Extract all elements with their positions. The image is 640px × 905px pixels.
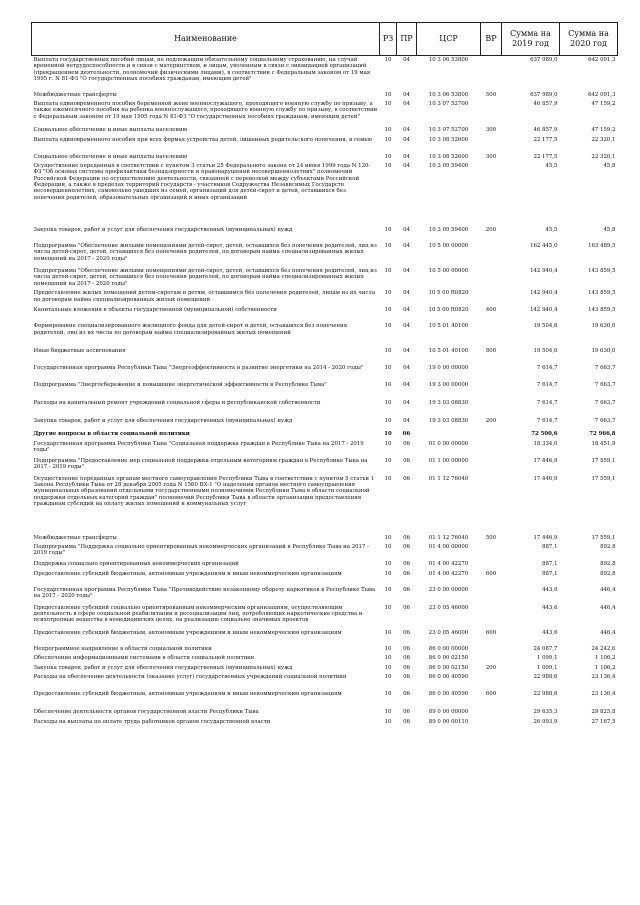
row-csr: 01 4 00 42270 — [428, 561, 469, 568]
row-rz: 10 — [384, 664, 392, 671]
row-csr: 89 0 00 00000 — [428, 709, 469, 716]
row-sum-2020: 27 167,5 — [591, 718, 616, 725]
row-rz: 10 — [384, 570, 392, 577]
row-pr: 04 — [403, 57, 410, 64]
row-pr: 04 — [403, 400, 410, 407]
row-vr — [481, 654, 502, 663]
row-sum-2020: 143 859,5 — [588, 307, 616, 314]
row-pr: 06 — [403, 645, 410, 652]
row-sum-2020: 29 825,8 — [591, 709, 616, 716]
row-csr: 19 3 03 08830 — [428, 400, 469, 407]
row-name: Социальное обеспечение и иные выплаты населению — [33, 127, 188, 134]
row-pr: 04 — [403, 348, 410, 355]
table-row — [32, 543, 618, 560]
row-sum-2020: 18 451,9 — [591, 440, 616, 447]
col-header-csr: ЦСР — [417, 23, 481, 56]
row-sum-2019: 17 446,9 — [533, 475, 558, 482]
row-vr: 600 — [485, 570, 497, 577]
row-sum-2020: 47 159,2 — [591, 127, 616, 134]
table-row — [32, 162, 618, 226]
row-vr: 500 — [485, 91, 497, 98]
row-name: Капитальные вложения в объекты государственной (муниципальной) собственности — [33, 307, 277, 314]
row-pr: 06 — [403, 655, 410, 662]
row-vr: 200 — [485, 227, 497, 234]
row-vr: 200 — [485, 664, 497, 671]
row-csr: 10 3 09 59400 — [428, 227, 469, 234]
row-vr — [481, 644, 502, 653]
row-csr: 10 5 00 00000 — [428, 268, 469, 275]
row-csr: 10 3 06 53800 — [428, 57, 469, 64]
row-rz: 10 — [384, 544, 392, 551]
row-sum-2020: 143 859,5 — [588, 268, 616, 275]
row-vr — [481, 603, 502, 628]
row-sum-2019: 7 614,7 — [536, 418, 558, 425]
table-row — [32, 381, 618, 399]
row-sum-2020: 1 106,2 — [594, 655, 616, 662]
row-csr: 10 3 08 52600 — [428, 153, 469, 160]
row-rz: 10 — [384, 382, 392, 389]
row-vr: 200 — [485, 418, 497, 425]
row-csr: 01 4 00 00000 — [428, 544, 469, 551]
row-sum-2020: 7 663,7 — [594, 400, 616, 407]
row-csr: 10 3 06 53800 — [428, 91, 469, 98]
row-rz: 10 — [384, 163, 392, 170]
table-row — [32, 560, 618, 569]
row-rz: 10 — [384, 418, 392, 425]
table-row — [32, 126, 618, 135]
row-pr: 06 — [403, 457, 410, 464]
row-pr: 04 — [403, 243, 410, 250]
row-rz: 10 — [384, 307, 392, 314]
row-pr: 06 — [403, 475, 410, 482]
row-name: Закупка товаров, работ и услуг для обеспечения государственных (муниципальных) нужд — [33, 227, 293, 234]
row-sum-2019: 22 177,5 — [533, 136, 558, 143]
row-name: Подпрограмма "Обеспечение жилыми помещениями детей-сирот, детей, оставшихся без попечения родителей, лиц из числа детей-сирот, детей, оставшихся без попечения родителей, по договорам найма специализированных жилых помещений на 2017 - 2020 годы" — [33, 268, 377, 287]
table-row — [32, 603, 618, 628]
row-csr: 10 5 01 40100 — [428, 348, 469, 355]
row-sum-2019: 142 940,4 — [530, 290, 558, 297]
row-pr: 04 — [403, 91, 410, 98]
row-rz: 10 — [384, 153, 392, 160]
row-pr: 06 — [403, 674, 410, 681]
row-vr — [481, 289, 502, 306]
row-vr: 400 — [485, 307, 497, 314]
row-sum-2019: 142 940,4 — [530, 268, 558, 275]
row-pr: 04 — [403, 307, 410, 314]
row-pr: 06 — [403, 709, 410, 716]
row-csr: 86 0 00 02150 — [428, 655, 469, 662]
table-row — [32, 347, 618, 364]
budget-table — [31, 22, 618, 727]
row-vr — [481, 457, 502, 475]
row-sum-2019: 443,6 — [542, 586, 558, 593]
row-sum-2020: 892,8 — [600, 544, 616, 551]
row-sum-2020: 143 859,5 — [588, 290, 616, 297]
row-rz: 10 — [384, 691, 392, 698]
row-pr: 04 — [403, 163, 410, 170]
row-sum-2019: 1 099,1 — [536, 664, 558, 671]
table-row — [32, 457, 618, 475]
row-rz: 10 — [384, 136, 392, 143]
row-pr: 04 — [403, 365, 410, 372]
row-sum-2020: 19 630,0 — [591, 348, 616, 355]
table-row — [32, 585, 618, 603]
row-csr: 01 1 12 76040 — [428, 475, 469, 482]
row-vr — [481, 708, 502, 717]
row-sum-2020: 1 106,2 — [594, 664, 616, 671]
row-vr — [481, 440, 502, 457]
row-name: Государственная программа Республики Тыва "Социальная поддержка граждан в Республике Тыва на 2017 - 2019 годы" — [33, 440, 364, 453]
row-csr: 23 0 00 00000 — [428, 586, 469, 593]
row-pr: 06 — [403, 561, 410, 568]
row-sum-2019: 46 857,9 — [533, 127, 558, 134]
row-name: Государственная программа Республики Тыва "Противодействие незаконному обороту наркотиков в Республике Тыва на 2017 - 2020 годы" — [33, 586, 376, 599]
row-pr: 06 — [403, 570, 410, 577]
row-sum-2020: 17 559,1 — [591, 475, 616, 482]
table-row — [32, 399, 618, 417]
row-sum-2020: 892,8 — [600, 570, 616, 577]
table-row — [32, 430, 618, 439]
row-vr — [481, 399, 502, 417]
row-name: Непрограммное направление в области социальной политики — [33, 645, 212, 652]
row-pr: 06 — [403, 629, 410, 636]
row-csr: 86 0 00 02150 — [428, 664, 469, 671]
row-csr: 89 0 00 00110 — [428, 718, 469, 725]
row-name: Подпрограмма "Обеспечение жилыми помещениями детей-сирот, детей, оставшихся без попечения родителей, лиц из числа детей-сирот, детей, оставшихся без попечения родителей, по договорам найма специализированных жилых помещений на 2017 - 2020 годы" — [33, 243, 377, 262]
row-vr: 800 — [485, 348, 497, 355]
row-name: Межбюджетные трансферты — [33, 534, 117, 541]
row-csr: 86 0 00 40590 — [428, 674, 469, 681]
table-row — [32, 226, 618, 242]
row-rz: 10 — [384, 431, 392, 438]
row-sum-2019: 887,1 — [542, 544, 558, 551]
row-name: Социальное обеспечение и иные выплаты населению — [33, 153, 188, 160]
row-name: Предоставление субсидий бюджетным, автономным учреждениям и иным некоммерческим организациям — [33, 691, 342, 698]
table-row — [32, 654, 618, 663]
row-sum-2020: 47 159,2 — [591, 101, 616, 108]
table-row — [32, 135, 618, 152]
table-row — [32, 475, 618, 534]
row-sum-2020: 23 136,4 — [591, 691, 616, 698]
row-sum-2019: 45,5 — [545, 227, 558, 234]
row-pr: 04 — [403, 382, 410, 389]
row-csr — [417, 430, 481, 439]
row-name: Закупка товаров, работ и услуг для обеспечения государственных (муниципальных) нужд — [33, 664, 293, 671]
row-csr: 19 3 00 00000 — [428, 382, 469, 389]
row-csr: 01 1 00 00000 — [428, 457, 469, 464]
row-rz: 10 — [384, 57, 392, 64]
table-row — [32, 267, 618, 289]
row-rz: 10 — [384, 227, 392, 234]
row-sum-2019: 19 504,6 — [533, 348, 558, 355]
row-rz: 10 — [384, 655, 392, 662]
row-name: Обеспечение деятельности органов государственной власти Республики Тыва — [33, 709, 259, 716]
row-sum-2019: 7 614,7 — [536, 400, 558, 407]
row-name: Предоставление субсидий социально ориентированным некоммерческим организациям, осуществляющим деятельность в сфере социальной реабилитации и ресоциализации лиц, потребляющих наркотические средства и психотропные вещества в немедицинских целях, на реализацию социально значимых проектов — [33, 604, 363, 624]
row-csr: 10 3 09 59400 — [428, 163, 469, 170]
col-header-rz: РЗ — [380, 23, 397, 56]
row-vr: 600 — [485, 629, 497, 636]
row-csr: 23 0 05 46000 — [428, 604, 469, 611]
row-vr: 500 — [485, 534, 497, 541]
row-pr: 04 — [403, 268, 410, 275]
row-rz: 10 — [384, 290, 392, 297]
row-vr — [481, 585, 502, 603]
row-sum-2020: 17 559,1 — [591, 534, 616, 541]
row-sum-2020: 642 091,3 — [588, 57, 616, 64]
row-name: Государственная программа Республики Тыва "Энергоэффективность и развитие энергетики на 2014 - 2020 годы" — [33, 365, 364, 372]
row-sum-2020: 22 320,1 — [591, 136, 616, 143]
row-pr: 04 — [403, 136, 410, 143]
row-sum-2020: 72 966,8 — [589, 431, 616, 438]
row-name: Закупка товаров, работ и услуг для обеспечения государственных (муниципальных) нужд — [33, 418, 293, 425]
row-csr: 10 3 07 52700 — [428, 101, 469, 108]
row-pr: 04 — [403, 127, 410, 134]
row-pr: 06 — [403, 544, 410, 551]
table-row — [32, 289, 618, 306]
table-row — [32, 628, 618, 644]
row-name: Формирование специализированного жилищного фонда для детей-сирот и детей, оставшихся без попечения родителей, лиц из их числа по договорам найма специализированных жилых помещений — [33, 323, 348, 336]
row-sum-2019: 24 087,7 — [533, 645, 558, 652]
table-row — [32, 673, 618, 690]
row-sum-2020: 23 136,4 — [591, 674, 616, 681]
row-rz: 10 — [384, 127, 392, 134]
row-pr: 06 — [403, 718, 410, 725]
row-vr — [481, 364, 502, 381]
row-vr: 300 — [485, 127, 497, 134]
row-csr: 23 0 05 46000 — [428, 629, 469, 636]
row-name: Предоставление жилых помещений детям-сиротам и детям, оставшимся без попечения родителей, лицам из их числа по договорам найма специализированных жилых помещений — [33, 290, 376, 303]
row-sum-2019: 142 940,4 — [530, 307, 558, 314]
row-rz: 10 — [384, 604, 392, 611]
row-sum-2019: 443,6 — [542, 629, 558, 636]
row-sum-2020: 892,8 — [600, 561, 616, 568]
row-sum-2019: 637 989,0 — [530, 57, 558, 64]
row-rz: 10 — [384, 475, 392, 482]
row-pr: 04 — [403, 227, 410, 234]
table-row — [32, 152, 618, 161]
row-name: Расходы на капитальный ремонт учреждений социальной сферы и республиканской собственности — [33, 400, 321, 407]
row-rz: 10 — [384, 645, 392, 652]
table-row — [32, 91, 618, 100]
row-sum-2020: 446,4 — [600, 586, 616, 593]
row-sum-2019: 46 857,9 — [533, 101, 558, 108]
row-rz: 10 — [384, 709, 392, 716]
row-sum-2019: 1 099,1 — [536, 655, 558, 662]
row-vr — [481, 543, 502, 560]
row-vr: 600 — [485, 691, 497, 698]
row-vr — [481, 56, 502, 91]
table-row — [32, 242, 618, 267]
row-sum-2019: 19 504,6 — [533, 323, 558, 330]
row-sum-2020: 642 091,3 — [588, 91, 616, 98]
table-row — [32, 663, 618, 672]
row-name: Межбюджетные трансферты — [33, 91, 117, 98]
row-name: Предоставление субсидий бюджетным, автономным учреждениям и иным некоммерческим организациям — [33, 629, 342, 636]
row-csr: 10 5 00 00000 — [428, 243, 469, 250]
row-sum-2019: 22 988,6 — [533, 674, 558, 681]
row-rz: 10 — [384, 561, 392, 568]
row-name: Расходы на обеспечение деятельности (оказание услуг) государственных учреждений социальной политики — [33, 674, 347, 681]
table-row — [32, 440, 618, 457]
row-csr: 10 3 08 52600 — [428, 136, 469, 143]
table-row — [32, 364, 618, 381]
table-row — [32, 569, 618, 585]
row-csr: 19 3 03 08830 — [428, 418, 469, 425]
row-rz: 10 — [384, 323, 392, 330]
row-name: Предоставление субсидий бюджетным, автономным учреждениям и иным некоммерческим организациям — [33, 570, 342, 577]
table-row — [32, 56, 618, 91]
row-vr — [481, 242, 502, 267]
col-header-sum-2020: Сумма на 2020 год — [560, 23, 618, 56]
row-name: Выплата единовременного пособия беременной жене военнослужащего, проходящего военную службу по призыву, а также ежемесячного пособия на ребенка военнослужащего, проходящего военную службу по призыву, в соответствии с Федеральным законом от 19 мая 1995 года N 81-ФЗ "О государственных пособиях гражданам, имеющим детей" — [33, 101, 378, 120]
row-pr: 06 — [403, 534, 410, 541]
table-row — [32, 306, 618, 322]
row-sum-2019: 637 989,0 — [530, 91, 558, 98]
row-name: Осуществление переданных в соответствии с пунктом 3 статьи 25 Федерального закона от 24 июня 1999 года N 120-ФЗ "Об основах системы профилактики безнадзорности и правонарушений несовершеннолетних" полномочий Российской Федерации по осуществлению деятельности, связанной с перевозкой между субъектами Российской Федерации, а также в пределах территорий государств - участников Содружества Независимых Государств несовершеннолетних, самовольно ушедших из семей, организаций для детей-сирот и детей, оставшихся без попечения родителей, образовательных организаций и иных организаций — [33, 163, 371, 201]
row-sum-2019: 162 445,0 — [530, 243, 558, 250]
row-rz: 10 — [384, 586, 392, 593]
col-header-vr: ВР — [481, 23, 502, 56]
col-header-name: Наименование — [32, 23, 380, 56]
row-pr: 06 — [403, 691, 410, 698]
table-row — [32, 417, 618, 430]
row-sum-2019: 887,1 — [542, 561, 558, 568]
row-name: Подпрограмма "Поддержка социально ориентированных некоммерческих организаций в Республике Тыва на 2017 - 2019 годы" — [33, 544, 369, 557]
row-rz: 10 — [384, 91, 392, 98]
row-csr: 10 5 01 40100 — [428, 323, 469, 330]
row-name: Другие вопросы в области социальной политики — [33, 431, 190, 438]
row-sum-2020: 17 559,1 — [591, 457, 616, 464]
row-csr: 01 1 12 76040 — [428, 534, 469, 541]
table-row — [32, 690, 618, 708]
row-vr — [481, 135, 502, 152]
row-vr — [481, 430, 502, 439]
row-name: Расходы на выплаты по оплате труда работников органов государственной власти — [33, 718, 271, 725]
row-rz: 10 — [384, 629, 392, 636]
row-rz: 10 — [384, 440, 392, 447]
row-pr: 06 — [403, 664, 410, 671]
table-row — [32, 322, 618, 347]
row-pr: 06 — [402, 431, 411, 438]
row-vr — [481, 267, 502, 289]
row-sum-2020: 22 320,1 — [591, 153, 616, 160]
row-csr: 10 5 00 R0820 — [428, 290, 469, 297]
row-sum-2019: 7 614,7 — [536, 365, 558, 372]
row-name: Выплата государственных пособий лицам, не подлежащим обязательному социальному страхованию, на случай временной нетрудоспособности и в связи с материнством, и лицам, уволенным в связи с ликвидацией организаций (прекращением деятельности, полномочий физическими лицами), в соответствии с Федеральным законом от 19 мая 1995 г. N 81-ФЗ "О государственных пособиях гражданам, имеющим детей" — [33, 57, 371, 83]
row-csr: 10 5 00 R0820 — [428, 307, 469, 314]
row-sum-2020: 446,4 — [600, 604, 616, 611]
row-name: Обеспечение информационными системами в области социальной политики — [33, 655, 255, 662]
row-vr — [481, 322, 502, 347]
row-rz: 10 — [384, 400, 392, 407]
table-row — [32, 100, 618, 126]
row-pr: 04 — [403, 101, 410, 108]
row-sum-2020: 24 242,6 — [591, 645, 616, 652]
row-pr: 04 — [403, 153, 410, 160]
row-rz: 10 — [384, 718, 392, 725]
row-sum-2019: 18 334,0 — [533, 440, 558, 447]
row-vr — [481, 100, 502, 126]
row-csr: 19 0 00 00000 — [428, 365, 469, 372]
row-sum-2020: 446,4 — [600, 629, 616, 636]
row-pr: 04 — [403, 418, 410, 425]
row-name: Выплата единовременного пособия при всех формах устройства детей, лишенных родительского попечения, в семью — [33, 136, 372, 143]
row-sum-2019: 887,1 — [542, 570, 558, 577]
row-rz: 10 — [384, 243, 392, 250]
row-sum-2019: 29 635,3 — [533, 709, 558, 716]
row-sum-2019: 22 988,6 — [533, 691, 558, 698]
row-csr: 01 4 00 42270 — [428, 570, 469, 577]
row-name: Подпрограмма "Предоставление мер социальной поддержки отдельным категориям граждан в Республике Тыва на 2017 - 2019 годы" — [33, 457, 368, 470]
row-sum-2019: 17 446,9 — [533, 457, 558, 464]
row-sum-2020: 45,8 — [603, 227, 616, 234]
row-vr — [481, 560, 502, 569]
row-vr: 300 — [485, 153, 497, 160]
row-name: Осуществление переданных органам местного самоуправления Республики Тыва в соответствии с пунктом 5 статьи 1 Закона Республики Тыва от 28 декабря 2005 года N 1560 ВХ-1 "О наделении органов местного самоуправления муниципальных образований отдельными государственными полномочиями Республики Тыва в области социальной поддержки отдельных категорий граждан" полномочий Республики Тыва в области организации предоставления гражданам субсидий на оплату жилых помещений и коммунальных услуг — [33, 475, 375, 507]
row-sum-2019: 7 614,7 — [536, 382, 558, 389]
row-sum-2019: 72 500,6 — [531, 431, 558, 438]
row-sum-2019: 17 446,9 — [533, 534, 558, 541]
row-sum-2019: 22 177,5 — [533, 153, 558, 160]
row-pr: 06 — [403, 604, 410, 611]
row-name: Иные бюджетные ассигнования — [33, 348, 126, 355]
row-pr: 04 — [403, 323, 410, 330]
row-sum-2019: 26 993,9 — [533, 718, 558, 725]
row-sum-2020: 19 630,0 — [591, 323, 616, 330]
row-pr: 06 — [403, 586, 410, 593]
row-rz: 10 — [384, 365, 392, 372]
col-header-sum-2019: Сумма на 2019 год — [502, 23, 560, 56]
row-csr: 86 0 00 40590 — [428, 691, 469, 698]
row-vr — [481, 162, 502, 226]
row-csr: 10 3 07 52700 — [428, 127, 469, 134]
table-header-row — [32, 23, 618, 56]
row-vr — [481, 673, 502, 690]
row-rz: 10 — [384, 674, 392, 681]
table-row — [32, 717, 618, 726]
row-csr: 01 0 00 00000 — [428, 440, 469, 447]
table-row — [32, 644, 618, 653]
row-rz: 10 — [384, 268, 392, 275]
row-sum-2020: 163 489,5 — [588, 243, 616, 250]
row-sum-2020: 7 663,7 — [594, 365, 616, 372]
row-sum-2019: 45,5 — [545, 163, 558, 170]
row-sum-2020: 45,8 — [603, 163, 616, 170]
row-pr: 04 — [403, 290, 410, 297]
table-row — [32, 534, 618, 543]
row-csr: 86 0 00 00000 — [428, 645, 469, 652]
row-rz: 10 — [384, 457, 392, 464]
table-row — [32, 708, 618, 717]
row-rz: 10 — [384, 101, 392, 108]
row-vr — [481, 475, 502, 534]
row-vr — [481, 381, 502, 399]
row-vr — [481, 717, 502, 726]
col-header-pr: ПР — [397, 23, 417, 56]
row-name: Поддержка социально ориентированных некоммерческих организаций — [33, 561, 239, 568]
row-rz: 10 — [384, 348, 392, 355]
row-rz: 10 — [384, 534, 392, 541]
row-sum-2020: 7 663,7 — [594, 418, 616, 425]
row-sum-2019: 443,6 — [542, 604, 558, 611]
row-name: Подпрограмма "Энергосбережение и повышение энергетической эффективности в Республике Тыва" — [33, 382, 327, 389]
row-pr: 06 — [403, 440, 410, 447]
row-sum-2020: 7 663,7 — [594, 382, 616, 389]
